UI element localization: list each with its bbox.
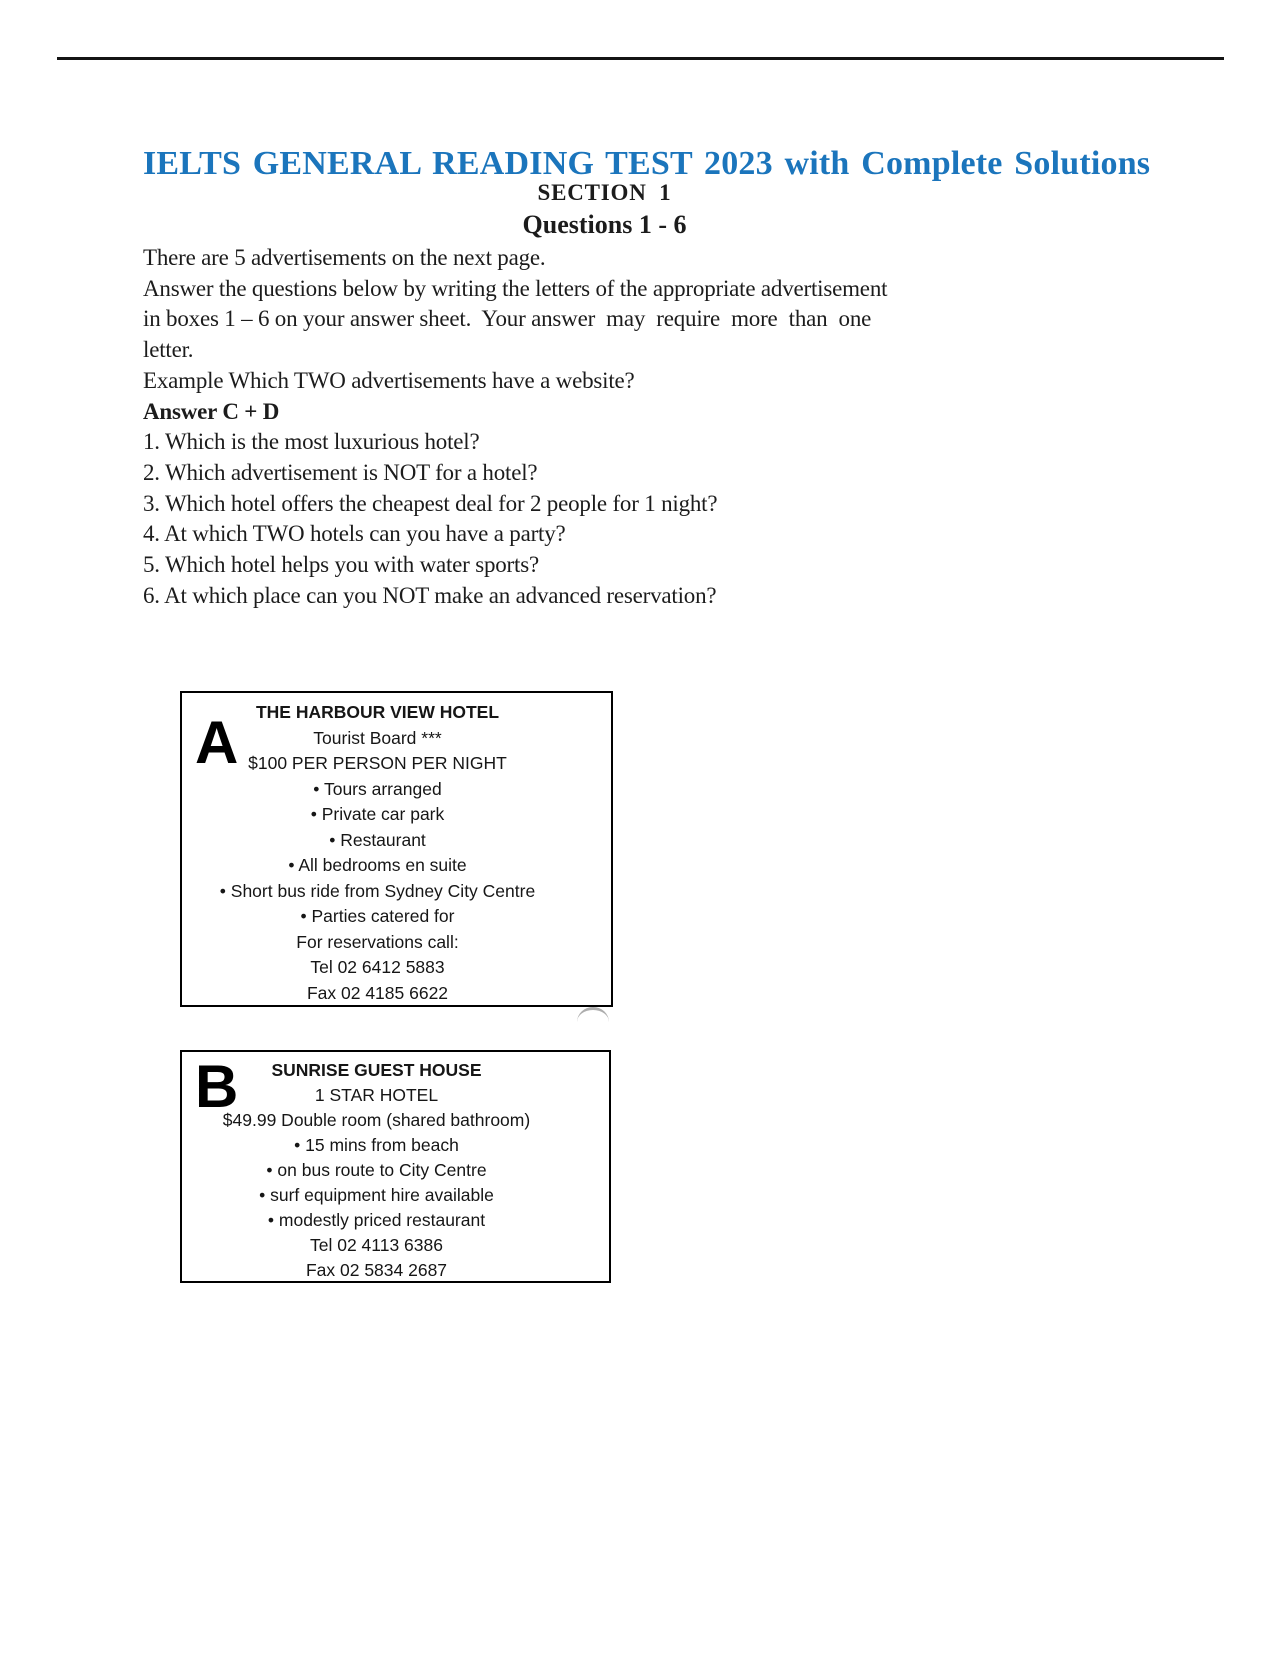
ad-b-line-6: • modestly priced restaurant [267,1210,486,1230]
questions-range-heading: Questions 1 - 6 [522,210,687,239]
page-title: IELTS GENERAL READING TEST 2023 with Complete Solutions [143,145,1151,182]
question-item-1: 1. Which is the most luxurious hotel? [143,429,480,455]
ad-b-line-7: Tel 02 4113 6386 [310,1235,443,1255]
ad-a-line-9: For reservations call: [296,931,459,952]
ad-b-line-8: Fax 02 5834 2687 [305,1260,448,1280]
question-item-5: 5. Which hotel helps you with water sports? [143,552,539,578]
advertisement-a-box [180,691,613,1007]
ad-a-title: THE HARBOUR VIEW HOTEL [255,702,500,722]
ad-a-line-2: $100 PER PERSON PER NIGHT [248,753,507,773]
question-item-6: 6. At which place can you NOT make an advanced reservation? [143,582,717,608]
ad-a-content [182,700,573,1006]
instructions-block [143,243,1133,611]
question-item-3: 3. Which hotel offers the cheapest deal for 2 people for 1 night? [143,490,718,516]
question-item-2: 2. Which advertisement is NOT for a hotel? [143,459,538,485]
ad-b-line-4: • on bus route to City Centre [266,1160,487,1180]
page-smudge-mark [577,1007,609,1022]
intro-line-3: in boxes 1 – 6 on your answer sheet. Your answer may require more than one [143,306,872,332]
ad-letter-a: A [195,709,239,776]
ad-a-line-11: Fax 02 4185 6622 [306,982,449,1003]
ad-a-line-4: • Private car park [310,804,445,824]
intro-line-4: letter. [143,337,194,363]
advertisement-b-box [180,1050,611,1283]
ad-b-line-2: $49.99 Double room (shared bathroom) [222,1110,531,1130]
ad-a-line-8: • Parties catered for [300,906,455,926]
example-line: Example Which TWO advertisements have a website? [143,367,635,393]
ad-a-line-3: • Tours arranged [313,778,442,799]
ad-letter-b: B [195,1053,239,1120]
ad-b-content [182,1053,571,1283]
question-item-4: 4. At which TWO hotels can you have a party? [143,521,566,547]
ad-a-line-6: • All bedrooms en suite [288,855,467,875]
ad-b-line-5: • surf equipment hire available [259,1185,494,1205]
ad-a-line-10: Tel 02 6412 5883 [310,957,445,977]
ad-b-line-3: • 15 mins from beach [294,1135,459,1155]
example-answer: Answer C + D [143,398,280,424]
headings-block [57,179,1152,241]
ad-a-line-5: • Restaurant [329,829,426,850]
header-rule [57,57,1224,60]
section-heading: SECTION 1 [537,180,672,205]
intro-line-2: Answer the questions below by writing the letters of the appropriate advertisement [143,275,888,301]
intro-line-1: There are 5 advertisements on the next page. [143,245,546,270]
ad-b-line-1: 1 STAR HOTEL [314,1085,439,1105]
ad-a-line-1: Tourist Board *** [313,727,442,748]
ad-a-line-7: • Short bus ride from Sydney City Centre [219,880,536,901]
ad-b-title: SUNRISE GUEST HOUSE [271,1060,482,1080]
